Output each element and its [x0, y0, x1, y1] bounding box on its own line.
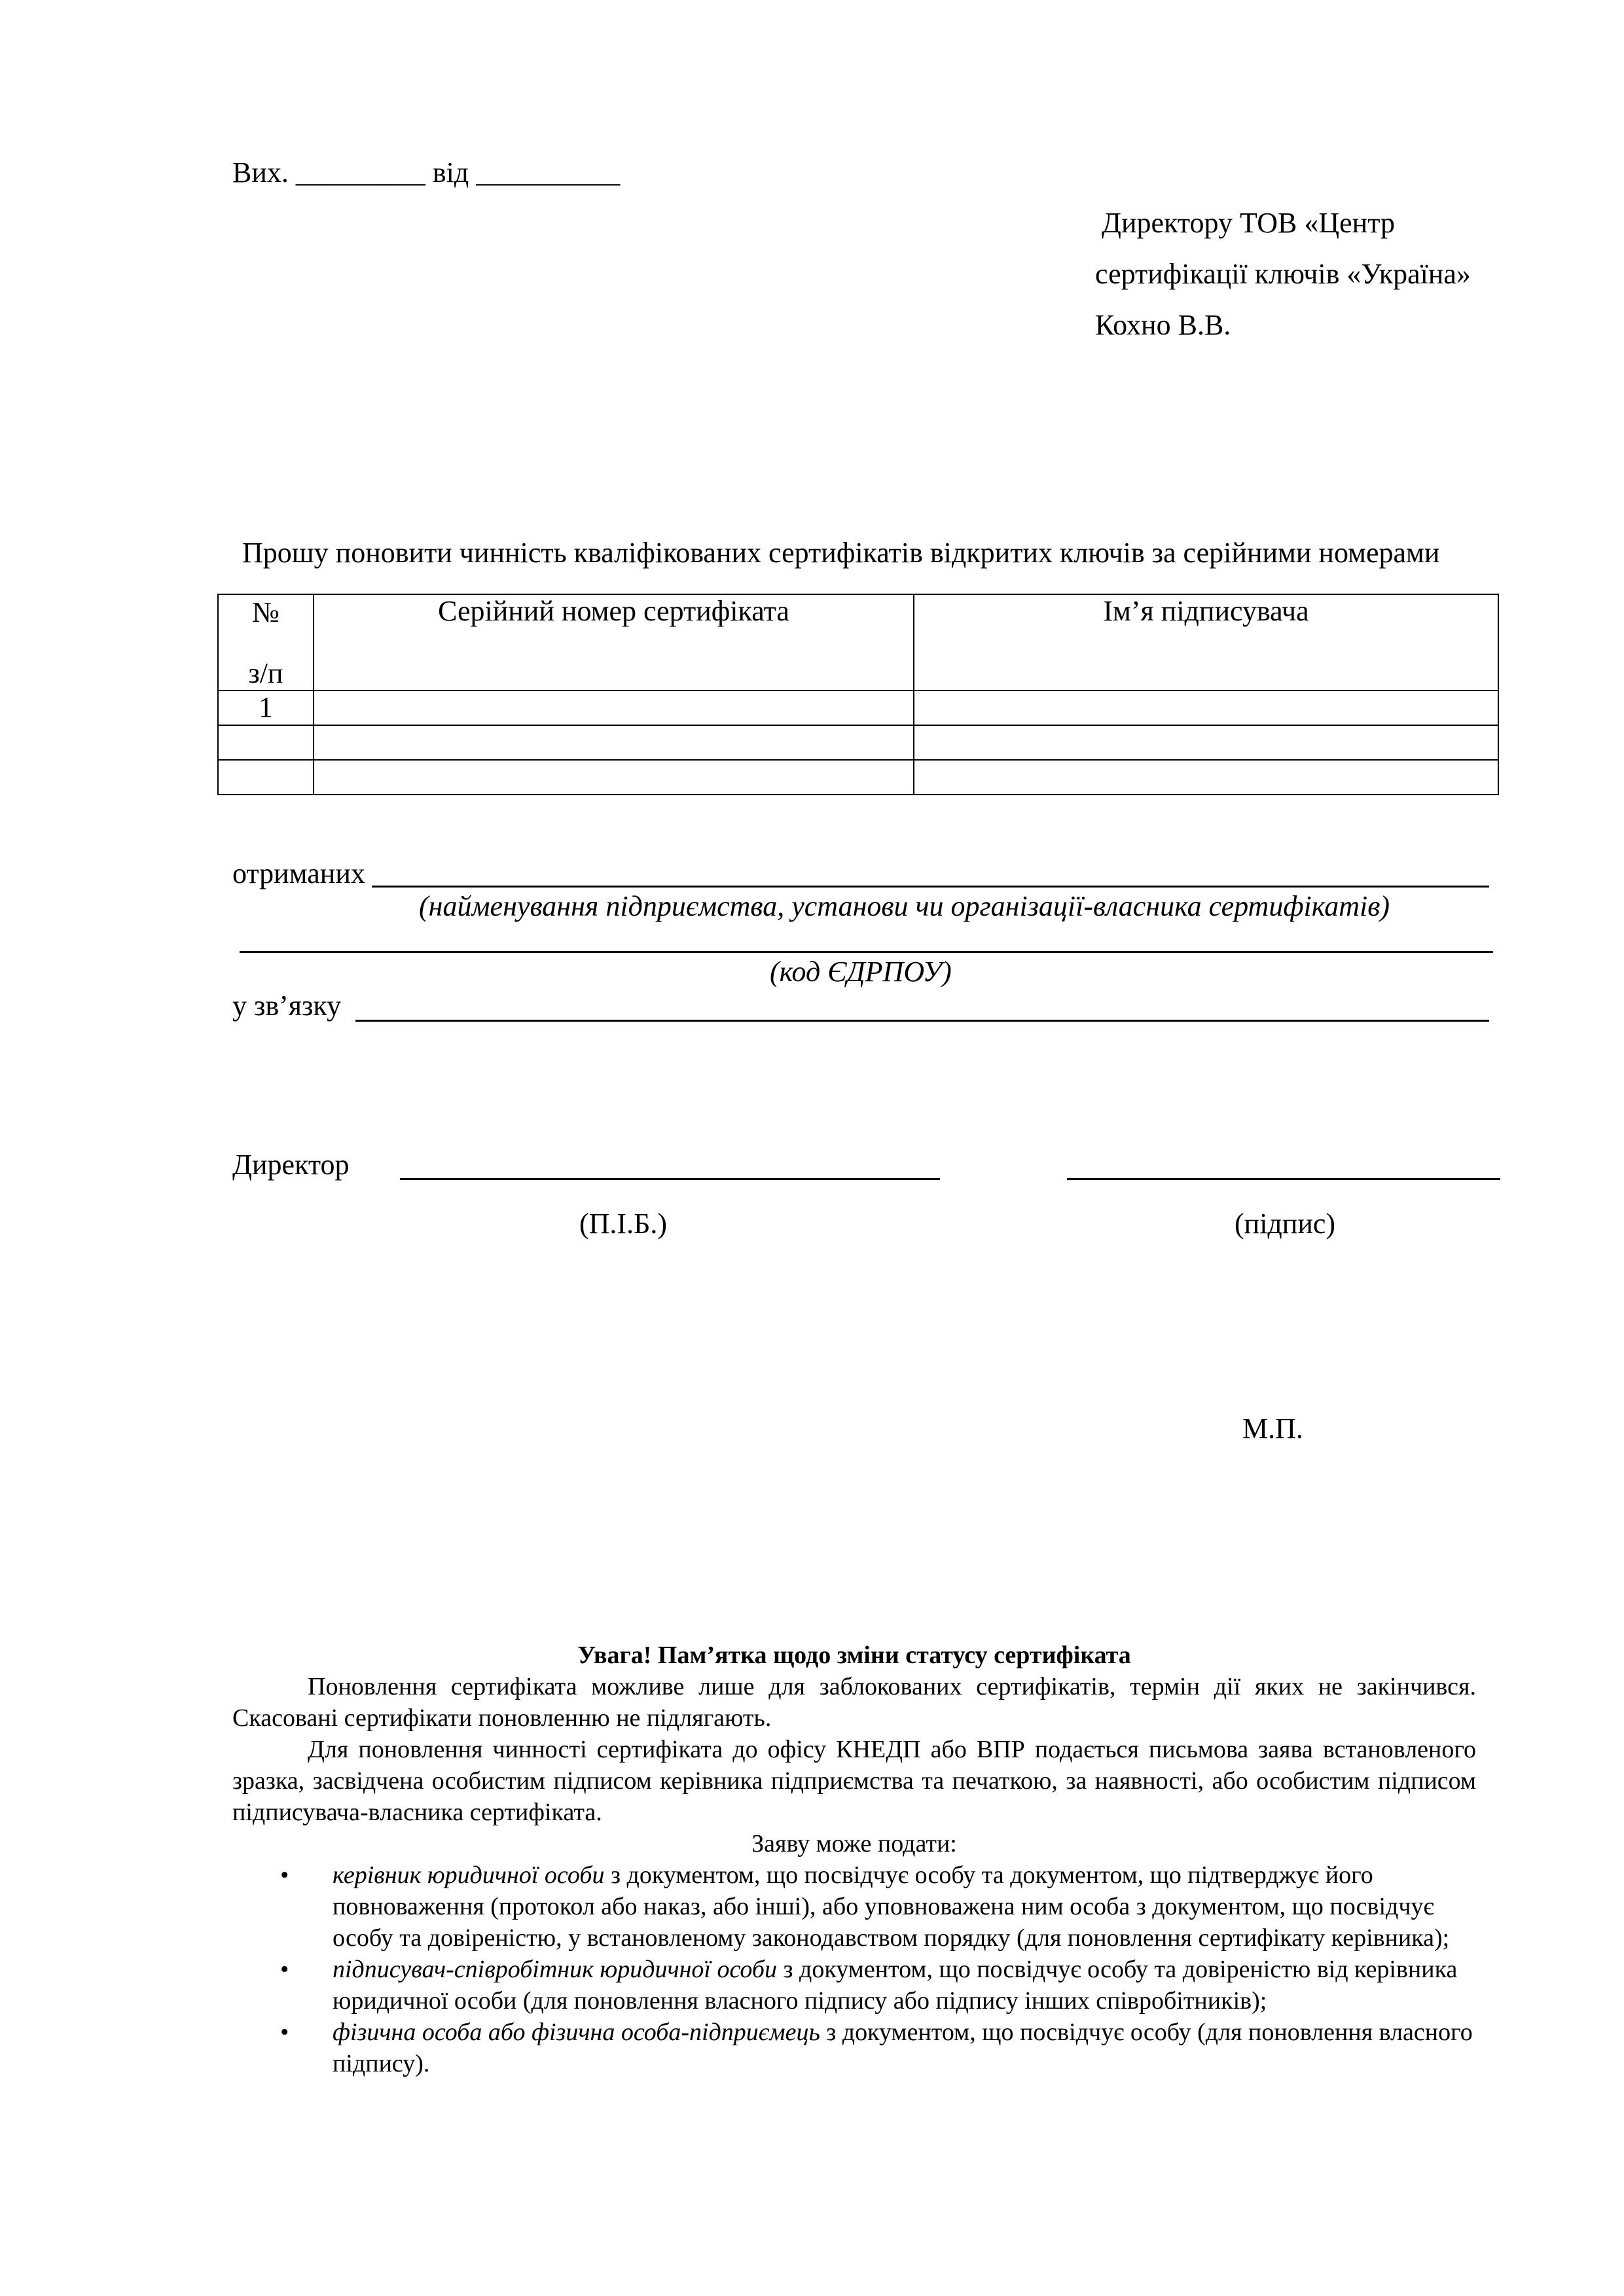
organization-caption: (найменування підприємства, установи чи організації-власника сертифікатів) — [419, 890, 1390, 922]
row-signer[interactable] — [914, 725, 1498, 760]
bullet-icon: • — [280, 1861, 289, 1889]
addressee-line-3: Кохно В.В. — [1095, 309, 1231, 341]
edrpou-caption: (код ЄДРПОУ) — [770, 956, 952, 988]
list-item — [232, 2017, 1476, 2079]
header-number-label: з/п — [248, 657, 283, 689]
list-item — [232, 1954, 1476, 2017]
table-row — [218, 725, 1498, 760]
row-serial[interactable] — [314, 760, 914, 795]
edrpou-line[interactable] — [240, 951, 1493, 953]
applicant-type: фізична особа або фізична особа-підприємець — [333, 2018, 820, 2046]
row-number[interactable] — [218, 725, 314, 760]
director-name-line[interactable] — [400, 1178, 940, 1180]
addressee-line-2: сертифікації ключів «Україна» — [1095, 258, 1471, 290]
notes-section — [232, 1640, 1476, 2079]
reason-line[interactable] — [355, 1020, 1489, 1022]
header-signer: Ім’я підписувача — [914, 594, 1498, 691]
certificates-table — [217, 594, 1499, 795]
applicant-type: підписувач-співробітник юридичної особи — [333, 1956, 778, 1983]
organization-name-line[interactable] — [372, 886, 1489, 888]
header-serial: Серійний номер сертифіката — [314, 594, 914, 691]
header-number-symbol: № — [252, 596, 280, 628]
table-row — [218, 691, 1498, 725]
applicant-description: з документом, що посвідчує особу та довіреністю від керівника юридичної особи (для поновлення власного підпису або підпису інших співробітників); — [333, 1956, 1458, 2015]
notes-paragraph-1: Поновлення сертифіката можливе лише для заблокованих сертифікатів, термін дії яких не закінчився. Скасовані сертифікати поновленню не підлягають. — [232, 1673, 1476, 1732]
stamp-place: М.П. — [1242, 1412, 1303, 1444]
outgoing-number-line: Вих. _________ від __________ — [232, 156, 621, 188]
applicant-description: з документом, що посвідчує особу (для поновлення власного підпису). — [333, 2018, 1473, 2077]
table-row — [218, 760, 1498, 795]
notes-paragraph-2: Для поновлення чинності сертифіката до офісу КНЕДП або ВПР подається письмова заява встановленого зразка, засвідчена особистим підписом керівника підприємства та печаткою, за наявності, або особистим підписом підписувача-власника сертифіката. — [232, 1736, 1476, 1826]
row-serial[interactable] — [314, 691, 914, 725]
row-number[interactable]: 1 — [218, 691, 314, 725]
received-label: отриманих — [232, 857, 365, 889]
director-signature-line[interactable] — [1067, 1178, 1500, 1180]
name-caption: (П.І.Б.) — [579, 1208, 667, 1240]
bullet-icon: • — [280, 2018, 289, 2046]
header-number — [218, 594, 314, 691]
request-text: Прошу поновити чинність кваліфікованих сертифікатів відкритих ключів за серійними номерами — [242, 537, 1440, 569]
applicant-description: з документом, що посвідчує особу та документом, що підтверджує його повноваження (протокол або наказ, або інші), або уповноважена ним особа з документом, що посвідчує особу та довіреністю, у встановленому законодавством порядку (для поновлення сертифікату керівника); — [333, 1861, 1450, 1952]
signature-caption: (підпис) — [1235, 1208, 1336, 1240]
director-label: Директор — [232, 1149, 350, 1181]
table-header-row — [218, 594, 1498, 691]
reason-label: у зв’язку — [232, 990, 342, 1022]
list-item — [232, 1859, 1476, 1954]
applicant-type: керівник юридичної особи — [333, 1861, 605, 1889]
notes-title: Увага! Пам’ятка щодо зміни статусу сертифіката — [577, 1641, 1131, 1669]
row-signer[interactable] — [914, 760, 1498, 795]
row-number[interactable] — [218, 760, 314, 795]
notes-who-title: Заяву може подати: — [751, 1830, 957, 1857]
applicants-list — [232, 1859, 1476, 2079]
row-serial[interactable] — [314, 725, 914, 760]
row-signer[interactable] — [914, 691, 1498, 725]
bullet-icon: • — [280, 1956, 289, 1983]
addressee-line-1: Директору ТОВ «Центр — [1102, 207, 1395, 239]
